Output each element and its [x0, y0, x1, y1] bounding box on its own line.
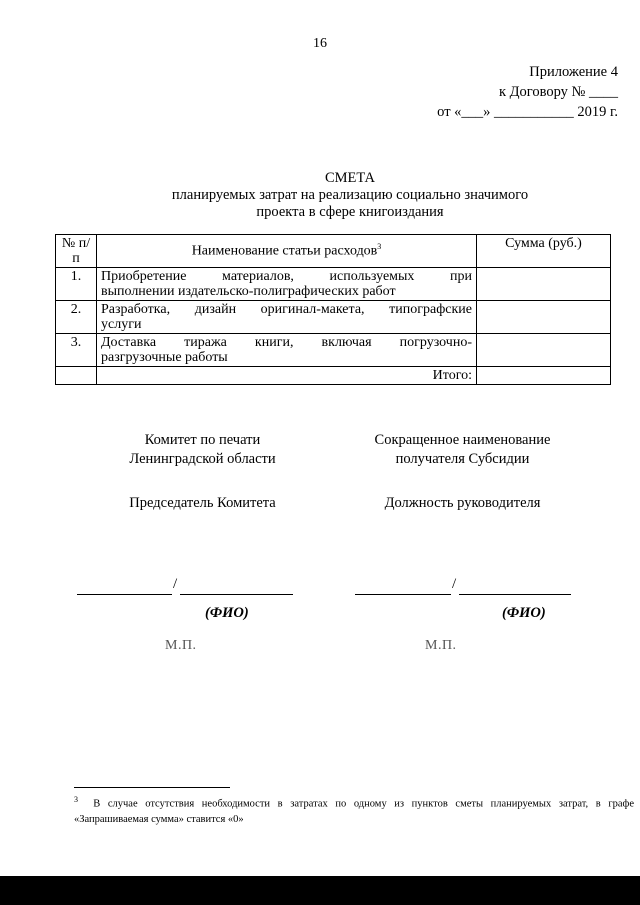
left-name-line — [180, 594, 293, 595]
right-name-line — [459, 594, 571, 595]
table-row — [56, 301, 611, 334]
header-expense-name: Наименование статьи расходов$^3$ — [97, 235, 477, 268]
row-sum — [477, 334, 611, 367]
annex-contract: к Договору № ____ — [498, 84, 618, 100]
row-sum — [477, 268, 611, 301]
row-expense-name: Приобретение материалов, используемых при выполнении издательско-полиграфических работ — [97, 268, 477, 301]
document-title — [0, 170, 640, 221]
left-position: Председатель Комитета — [129, 495, 276, 511]
annex-date: от «___» ___________ 2019 г. — [437, 104, 618, 120]
annex-title: Приложение 4 — [529, 64, 618, 80]
row-number: 2. — [56, 301, 97, 334]
footnote-separator — [74, 787, 230, 788]
title-heading: СМЕТА — [324, 170, 376, 186]
footnote-text-2: «Запрашиваемая сумма» ставится «0» — [74, 813, 244, 825]
right-position: Должность руководителя — [384, 495, 541, 511]
row-expense-name: Доставка тиража книги, включая погрузочно- разгрузочные работы — [97, 334, 477, 367]
total-label: Итого: — [97, 367, 477, 385]
row-number: 3. — [56, 334, 97, 367]
right-seal-mark: М.П. — [425, 638, 457, 653]
estimate-table — [55, 234, 611, 385]
header-sum: Сумма (руб.) — [477, 235, 611, 268]
title-subheading-2: проекта в сфере книгоиздания — [256, 204, 444, 220]
footnote — [74, 792, 634, 827]
left-fio: (ФИО) — [205, 605, 249, 621]
scan-border — [0, 876, 640, 905]
total-sum — [477, 367, 611, 385]
right-signature-line — [355, 594, 451, 595]
table-row — [56, 268, 611, 301]
footnote-ref: 3 — [377, 242, 382, 251]
left-seal-mark: М.П. — [165, 638, 197, 653]
title-subheading-1: планируемых затрат на реализацию социально значимого — [171, 187, 529, 203]
table-header-row — [56, 235, 611, 268]
row-number: 1. — [56, 268, 97, 301]
footnote-text-1: В случае отсутствия необходимости в затратах по одному из пунктов сметы планируемых затрат, в графе — [93, 798, 635, 810]
header-number: № п/п — [56, 235, 97, 268]
row-expense-name: Разработка, дизайн оригинал-макета, типографские услуги — [97, 301, 477, 334]
left-signature-slash: / — [173, 576, 178, 592]
right-party-name: Сокращенное наименование получателя Субсидии — [374, 432, 551, 467]
table-row — [56, 334, 611, 367]
annex-header — [437, 62, 618, 122]
footnote-mark: 3 — [74, 795, 78, 804]
right-fio: (ФИО) — [502, 605, 546, 621]
left-party-name: Комитет по печати Ленинградской области — [129, 432, 276, 467]
left-signature-line — [77, 594, 172, 595]
right-signature-slash: / — [452, 576, 457, 592]
table-total-row — [56, 367, 611, 385]
page-number: 16 — [313, 36, 327, 51]
row-sum — [477, 301, 611, 334]
